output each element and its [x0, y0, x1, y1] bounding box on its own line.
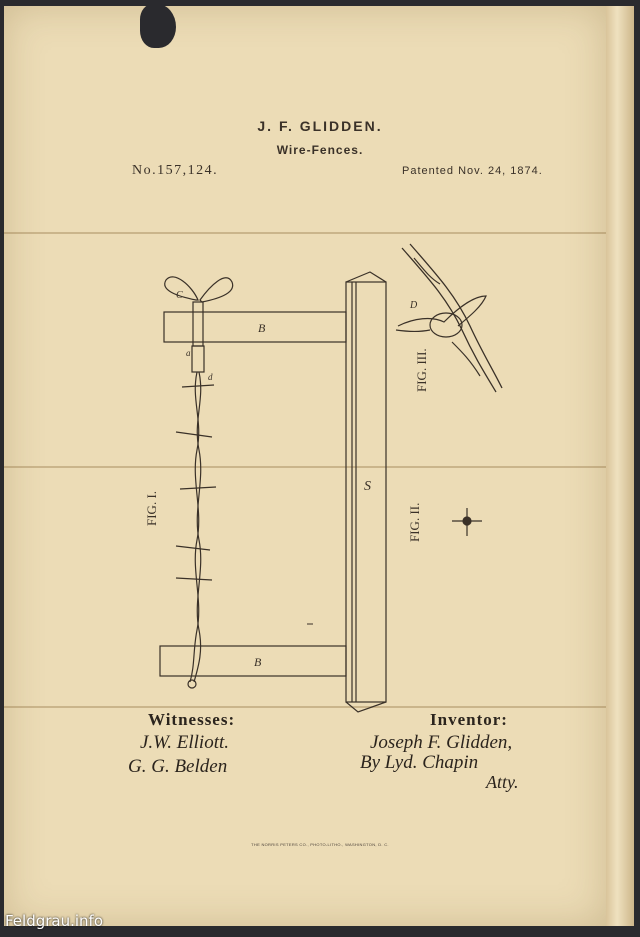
attorney-title: Atty. [486, 772, 519, 792]
fig3-label: FIG. III. [414, 348, 429, 392]
lower-post [160, 646, 346, 676]
fig2-label: FIG. II. [407, 502, 422, 542]
label-b-upper: B [258, 321, 266, 335]
inventor-heading: Inventor: [430, 710, 508, 729]
label-a: a [186, 348, 191, 358]
site-watermark: Feldgrau.info [5, 912, 104, 930]
inventor-name: J. F. GLIDDEN. [257, 118, 383, 134]
patent-title: Wire-Fences. [276, 143, 364, 157]
label-nut: d [208, 372, 213, 382]
fig1-label: FIG. I. [144, 490, 159, 526]
patent-date: Patented Nov. 24, 1874. [402, 165, 543, 177]
label-c: C [176, 290, 183, 301]
witnesses-heading: Witnesses: [148, 710, 236, 729]
wing-key [165, 277, 233, 372]
barbed-wire [176, 372, 216, 688]
label-d: D [410, 300, 418, 311]
attorney-line: By Lyd. Chapin [360, 752, 479, 773]
label-b-lower: B [254, 655, 262, 669]
inventor-signature: Joseph F. Glidden, [370, 732, 513, 753]
patent-number: No.157,124. [132, 163, 219, 178]
upper-post [164, 312, 346, 342]
witness-signature-2: G. G. Belden [128, 756, 228, 777]
fig2-detail [452, 508, 482, 536]
witness-signature-1: J.W. Elliott. [140, 732, 230, 753]
printer-imprint: THE NORRIS PETERS CO., PHOTO-LITHO., WASHINGTON, D. C. [251, 842, 389, 847]
fig3-detail [396, 244, 502, 392]
label-s: S [364, 479, 371, 494]
